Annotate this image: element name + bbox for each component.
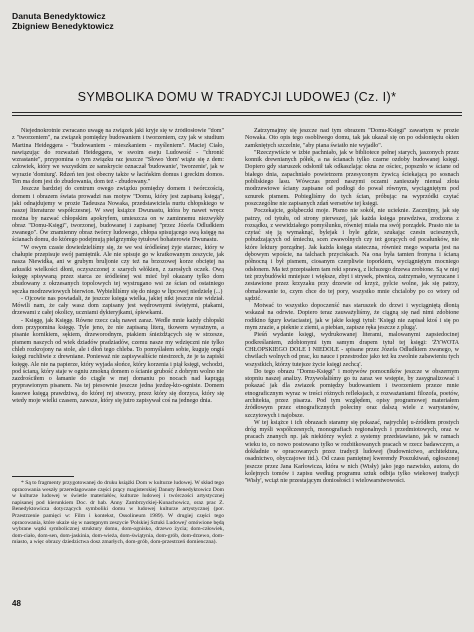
paragraph: Motwać to wszystko dopoczenść nas staruszek do drzwi i wyciągniętą dłonią wskazał na odrwie. Dopiero teraz zauważyliśmy, że ciągną się nad nimi zdobione rodikino fgury kwiaciastej, jak w jakie księgi tytuł: 'Księgi nie zapisał ktoś i się po mym zrazie, a pieknie z ziemi, a piebian, zapisze ręka jeszcze z plugą'.	[245, 303, 459, 332]
footnote	[12, 480, 224, 588]
right-column	[245, 128, 459, 590]
paragraph: Zatrzymajmy się jeszcze nad tym obrazem "Domu-Księgi" zawartym w prozie Nowaka. Oto opis tego osobliwego domu, tak jak ukazał się on po odsłonięciu okien zamkniętych szczelnie, "aby piana światło nie wyjadło".	[245, 128, 459, 149]
paragraph: Pieśń wydanie księgi, wydrukowanej literami, malowanymi zapsiedocinej podkreślaniem, zdobionymi tym samym drapem tytuł tej księgi: 'ŻYWOTA CHŁOPSKIEGO DOLE I NIEDOLE - spisane przez Józefa Odludkiem zwanego, w chwilach wolnych od prac, ku nauce i przestrodze jako też ku zwolnie zabawieniu tych wszystkich, którzy tutejsze życie księgi zechcą'.	[245, 332, 459, 368]
paragraph: Jeszcze bardziej do centrum owego związku pomiędzy domem i twórczością, domem i obrazem świata prowadzi nas motyw "Domu, który jest zapisaną księgą", jaki odnajdujemy w prozie Tadeusza Nowaka, przedstawiciela nurtu chłopskiego w naszej literaturze współczesnej. W swej książce Dwunastu, która by nawet wręcz można by nazwać chłopskim apokryfem, umieszcza on w zaminnemu niezwykły obraz "Domu-Księgi", tworzonej, budowanej i zapisanej "przez Józefa Odludkiem zwanego". Ów znamienny obraz twórcy ludowego, chłopa spisującego swą księgę na ścianach domu, do którego podejmują pielgrzymkę tytułowi bohaterowie Dwunastu.	[12, 186, 224, 244]
article-title: SYMBOLIKA DOMU W TRADYCJI LUDOWEJ (Cz. I)*	[77, 90, 397, 104]
title-rule-bottom	[12, 115, 462, 116]
paragraph: - Ojcowie nas powiadali, że jeszcze księga wielka, jakiej nikt jeszcze nie widział. Mówili nam, że cały wasz dom zapisany jest wędrownymi świętymi, ptakami, drzewami z całej okolicy, uczniami dykteryjkami, śpiewkami.	[12, 295, 224, 317]
author-byline	[12, 11, 114, 31]
paragraph: "Rzeczywiście w izbie pachniało, jak w bibliotece pełnej starych, jaszonych przez konnik drewnianych półek, a na ścianach tylko czarne ozdoby budowanej księgi. Dopiero gdy staruszek odsłonił tak odkaszlając okna ze ościec, popsznło w ściane od białego dnia, zapachniało powietrzem przesyconym żywicą ściekającą po sosnach pobliskiego lasu. Wówczas przed naszymi oczami zanieszały niemal złota modrzewiowe ściany zapisane od podłogi do pował równym, wyciągniętym pod sznurek pismem. Pobiegliśmy do tych ścian, próbując na wyprzódki czytać poszczególne nie zapisanych zdań wersetów tej księgi.	[245, 149, 459, 207]
paragraph: W tej książce i ich obrazach staramy się pokazać, najrychlej u-źródłem prostych dróg myśli współczesnych, monografiach regionalnych i przedmiotowych, oraz w pracach znanych np. jak niektórzy wyleż z systemy przedstawiano, jak w ramach wieku to, co nowo postowano tylko w rozbitkowanych pracach w rzecz badawczym, a dokładnie w opracowanych przez tradycji ludowej (budownictwo, architektura, osadnictwo, obyczajowe itd.). Od czasu pamiętnej kwerendy Poszukiwań, ogłoszonej jeszcze przez Jana Karłowicza, która w nich (Wisły) jako jego nazwisko, autora, do kolejnych tomów i zapisu według programu sztuk odbija tylko wiekowej tradycji 'Wisły', wciąż nie przestającym doniosłości i wielowarstwowości.	[245, 419, 459, 485]
author-name: Danuta Benedyktowicz	[12, 11, 106, 21]
footnote-separator	[12, 476, 74, 477]
left-column-body	[12, 128, 224, 470]
left-column	[12, 128, 224, 590]
paragraph: Niejednokrotnie zwracano uwagę na związek jaki kryje się w źródłosłowie "dom" z "tworzeniem", na związek pomiędzy budowaniem i tworzeniem, czy jak w studium Martina Heideggera - "budowaniem - mieszkaniem - myśleniem". Maciej Ciało, nawiązując do rozważań Heideggera, w swoim eseju Ludowość - "chronić wzrastanie", przypomina o tym związku raz jeszcze "Słowo 'dom' wiąże się z dem: człowiek, który we wszystkim ze sanskrycie oznaczał 'budowanie', 'tworzenie', jak w wyrazie 'domiurg'. Rdzeń ten jest obecny także w łacińskim domus i greckim domos. Ten ma dom jest do zbudowania, dom też - zbudowany."	[12, 128, 224, 186]
page-number: 48	[12, 599, 21, 608]
paragraph: Poczekajcie, gołąbeczki moje. Pismo nie sokół, nie ucieknie. Zacznijmy, jak się patrzy, od tytułu, od strony pierwszej, jak każda księga prawdziwa, zrodzona z rozsądku, z wewidziałego pomyślunku, równiej miała ma swój porządek. Prasto nie ta czytać się ją wymaknąć, bylejak i byle gdzie, szukając czesin uciesznych, pobudzających od śmiechu, scen zwawolnych czy też gorących od pocałunków, nie które lektury porządnej. Jak każda księga stateczna, również mego wsparta jest na dębowym wpoście, na talchach przyciskach. Na ona była tamten fronyna i ścianą północną i był pismem, ciosanym czerpliwie toporkiem, wyciągniętym mocniego odsłonem. Ma też przepisałem tam reki sprawą, z lichszego drzewa zrobione. Są w niej też przybudówki mniejsze i większe, zbyt i strysek, piwnica, zatrzymało, wyrzucane i zestawione przez krzyzaku przy drzewie od krzyż, pylcie wolne, jak się patrzy, obmalowanie to, czym chce do tej pory, wszystko mnie chcialoby po co wtory od sądzić.	[245, 208, 459, 302]
paragraph: - Księgę, jak Księgę. Równe rzecz całą nawet zaraz. Wedle mnie każdy chłopski dom przypomina księgę. Tyle jeno, że nie zapisaną literą, tkowem wyrażnym, a pisanie kornikiem, sękiem, drzeworodnym, ptakiem śnieżdżących się w strzesze, pismem naszych od wiek dziadów pradziadów, czemu nasze my wdzięczni nie tylko chleb rozkrojony na stole, ale i dłoń tego chleba. To pomyślałem sobie, kuguję ongiś księgi ruchliwie z drewniane. Ponieważ nie zapisywaliście niestrzech, że je ta zapiski księgę. Ale nie na papierze, który wyjada słońce, który korzenia i piął księgi, wchodzi, pod ścianą, który staje w ogniu zmokną domem o ścianie grubość z dobrym wolno nie zazdrościłem o łamanie do ciągle w mej domaniu po nocach nad kaprągą pryprawionym pisanem. Na tej piesownie jeszcze jedna jezdzę-kto-ogniste. Domem kasowe księgą prawdziwą, do której rej stworzy, przez który się dorzyca, który się wtedy moje wielki czasem, zawsze, który się jutro zapisywał coś na jednego dnia.	[12, 317, 224, 404]
footnote-text: * Są to fragmenty przygotowanej do druku książki Dom w kulturze ludowej. W skład tego opracowania weszły przeredagowane części prący magisterskiej Danuty Benedyktowicz Dom w kulturze ludowej w świetle materiałów, kulturze ludowej i twórczości artystycznej napisanej pod kierunkiem Doc. dr hab. Anny Zambrzyckiej-Kunachowicz, oraz prac Z. Benedyktowicza dotyczących symboliki domu w ludowej kulturze artystycznej (por. Przestrzenie pamięci w: Film i kontekst, Ossolineum 1989). W drugiej części tego opracowania, które ukaże się w następnym zeszycie 'Polskiej Sztuki Ludowej' omówione będą wybrane wątki symbolicznej struktury domu, dom-ognisko, drzewo życia; dom-człowiek, dom-ciało, dom-sen, dom-jaskinia, dom-wieża, dom-świątynia, dom-grób, dom-drzewo, dom-miasto, a więc obrazy dziedzictwa dosz zmarłych, dom-grób, dom-przestrzeń domienczna).	[12, 480, 224, 546]
author-name: Zbigniew Benedyktowicz	[12, 21, 114, 31]
paragraph: Do tego obrazu "Domu-Księgi" i motywów pomocników jeszcze w obszernym stopniu naszej analizy. Przywołaliśmy go tu zaraz we wstępie, by zasygnalizować i pokazać jak dla zwiazek pomiędzy budowaniem i tworzeniem przeze mnie etnograficznym wyraz w treści różnych refleksjach, z rozważaniami filozofa, poetów, architekta, przez pisarza. Pod tym względem, opisy programowej materiałem źródłowym przez etnograficznych poleciny oraz dalszą wiele z warystanów, szczytowych i najobsze.	[245, 368, 459, 419]
title-rule-top	[12, 112, 462, 113]
paragraph: "W owym czasie dowiedzieliśmy się, że we wsi śródleśnej żyje starzec, który w chałupie przepisuje swój pamiętnik. Ale nie spisuje go w kratkowanym zeszycie, jak nasza Niewidka, ani w grubym bruljonie czy też na brzozowej korze obciętej na arkusiki wielkości dłoni, oczyszczonej z szarych włókien, z zarosłych oczek. Ową księgę spisywaną przez starca ze śródleśnej wsi mieć był okazany tylko dom zbudowany z okrzesanych topolowych tej wystrugano wsi ze ścian od ostatniego sęczka modrzewiowych bierwion. Wybieliliśmy się do niego w lipcowej niedzielę (...)	[12, 244, 224, 295]
